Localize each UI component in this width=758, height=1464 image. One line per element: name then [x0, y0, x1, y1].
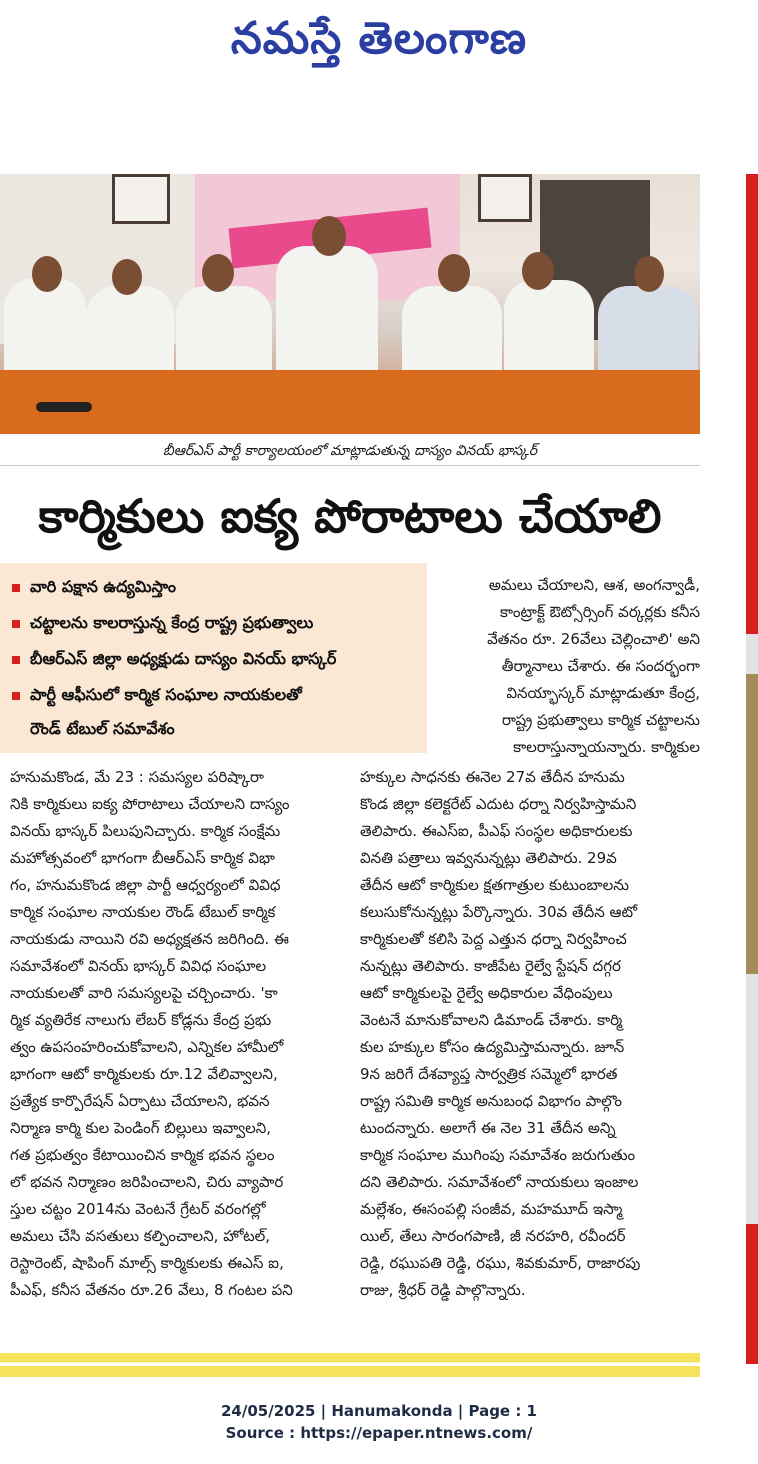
article-line: నికి కార్మికులు ఐక్య పోరాటాలు చేయాలని దాస్యం	[10, 795, 290, 813]
article-line: ప్రత్యేక కార్పొరేషన్ ఏర్పాటు చేయాలని, భవన	[10, 1092, 270, 1110]
article-line: తీర్మానాలు చేశారు. ఈ సందర్భంగా	[501, 657, 700, 675]
masthead	[0, 0, 758, 85]
article-line: యిల్, తేలు సారంగపాణి, జీ నరహరి, రవీందర్	[360, 1227, 626, 1245]
article-line: కలుసుకోనున్నట్లు పేర్కొన్నారు. 30వ తేదీన ఆటో	[360, 903, 638, 921]
bullet-icon	[12, 584, 20, 592]
article-line: టుందన్నారు. అలాగే ఈ నెల 31 తేదీన అన్ని	[360, 1119, 616, 1137]
article-line: కాలరాస్తున్నాయన్నారు. కార్మికుల	[513, 738, 700, 756]
article-line: రాజు, శ్రీధర్ రెడ్డి పాల్గొన్నారు.	[360, 1281, 526, 1299]
article-headline: కార్మికులు ఐక్య పోరాటాలు చేయాలి	[38, 489, 662, 543]
article-line: కాంట్రాక్ట్ ఔట్సోర్సింగ్ వర్కర్లకు కనీస	[500, 603, 700, 621]
article-line: రాష్ట్ర సమితి కార్మిక అనుబంధ విభాగం పాల్గొం	[360, 1092, 623, 1110]
article-line: లో భవన నిర్మాణం జరిపించాలని, చిరు వ్యాపార	[10, 1173, 284, 1191]
footer	[0, 1400, 758, 1444]
table	[0, 370, 700, 434]
highlight-item: బీఆర్ఎస్ జిల్లా అధ్యక్షుడు దాస్యం వినయ్ భాస్కర్	[12, 647, 336, 671]
article-column-left	[10, 764, 342, 1304]
article-line: నాయకుడు నాయిని రవి అధ్యక్షతన జరిగింది. ఈ	[10, 930, 289, 948]
article-line: గత ప్రభుత్వం కేటాయించిన కార్మిక భవన స్థలం	[10, 1146, 275, 1164]
article-line: అమలు చేయాలని, ఆశ, అంగన్వాడీ,	[488, 576, 700, 594]
article-column-right-top	[438, 572, 700, 761]
article-line: వినయ్భాస్కర్ మాట్లాడుతూ కేంద్ర,	[506, 684, 700, 702]
article-line: రాష్ట్ర ప్రభుత్వాలు కార్మిక చట్టాలను	[501, 711, 700, 729]
article-line: వినయ్ భాస్కర్ పిలుపునిచ్చారు. కార్మిక సంక్షేమ	[10, 822, 281, 840]
footer-date-page: 24/05/2025 | Hanumakonda | Page : 1	[220, 1402, 537, 1420]
highlights-box	[0, 563, 427, 753]
article-line: మల్లేశం, ఈసంపల్లి సంజీవ, మహమూద్ ఇస్మా	[360, 1200, 623, 1218]
article-line: స్తుల చట్టం 2014ను వెంటనే గ్రేటర్ వరంగల్లో	[10, 1200, 266, 1218]
article-line: కార్మికులతో కలిసి పెద్ద ఎత్తున ధర్నా నిర్వహించ	[360, 930, 627, 948]
article-line: త్వం ఉపసంహరించుకోవాలని, ఎన్నికల హామీలో	[10, 1038, 284, 1056]
article-column-right	[360, 764, 700, 1304]
bullet-icon	[12, 656, 20, 664]
article-line: నున్నట్లు తెలిపారు. కాజీపేట రైల్వే స్టేషన్ దగ్గర	[360, 957, 621, 975]
adjacent-advertisement	[746, 174, 758, 1364]
article-line: కార్మిక సంఘాల నాయకుల రౌండ్ టేబుల్ కార్మిక	[10, 903, 276, 921]
footer-source: Source : https://epaper.ntnews.com/	[225, 1424, 533, 1442]
news-photo	[0, 174, 700, 434]
microphone	[36, 402, 92, 412]
article-line: హనుమకొండ, మే 23 : సమస్యల పరిష్కారా	[10, 768, 264, 786]
article-line: వెంటనే మానుకోవాలని డిమాండ్ చేశారు. కార్మి	[360, 1011, 623, 1029]
article-line: కార్మిక సంఘాల ముగింపు సమావేశం జరుగుతుం	[360, 1146, 636, 1164]
article-line: కుల హక్కుల కోసం ఉద్యమిస్తామన్నారు. జూన్	[360, 1038, 625, 1056]
article-line: తేదీన ఆటో కార్మికుల క్షతగాత్రుల కుటుంబాలను	[360, 876, 629, 894]
article-line: రెస్టారెంట్, షాపింగ్ మాల్స్ కార్మికులకు ఈఎస్ ఐ,	[10, 1254, 284, 1272]
article-line: వినతి పత్రాలు ఇవ్వనున్నట్లు తెలిపారు. 29వ	[360, 849, 617, 867]
highlight-item-continuation: రౌండ్ టేబుల్ సమావేశం	[30, 719, 175, 738]
article-line: హక్కుల సాధనకు ఈనెల 27వ తేదీన హనుమ	[360, 768, 625, 786]
newspaper-logo: నమస్తే తెలంగాణ	[230, 13, 528, 64]
article-line: ర్మిక వ్యతిరేక నాలుగు లేబర్ కోడ్లను కేంద్ర ప్రభు	[10, 1011, 272, 1029]
article-line: సమావేశంలో వినయ్ భాస్కర్ వివిధ సంఘాల	[10, 957, 267, 975]
highlight-item: పార్టీ ఆఫీసులో కార్మిక సంఘాల నాయకులతో	[12, 683, 302, 707]
article-line: ఆటో కార్మికులపై రైల్వే అధికారుల వేధింపులు	[360, 984, 613, 1002]
wall-portrait	[478, 174, 532, 222]
article-line: రెడ్డి, రఘుపతి రెడ్డి, రఘు, శివకుమార్, రాజారపు	[360, 1254, 641, 1272]
article-line: నాయకులతో వారి సమస్యలపై చర్చించారు. 'కా	[10, 984, 278, 1002]
article-line: భాగంగా ఆటో కార్మికులకు రూ.12 వేలివ్వాలని,	[10, 1065, 278, 1083]
article-line: నిర్మాణ కార్మి కుల పెండింగ్ బిల్లులు ఇవ్వాలని,	[10, 1119, 272, 1137]
article-line: అమలు చేసి వసతులు కల్పించాలని, హోటల్,	[10, 1227, 271, 1245]
bullet-icon	[12, 692, 20, 700]
bullet-icon	[12, 620, 20, 628]
photo-caption: బీఆర్ఎస్ పార్టీ కార్యాలయంలో మాట్లాడుతున్న దాస్యం వినయ్ భాస్కర్	[0, 437, 700, 466]
article-line: మహోత్సవంలో భాగంగా బీఆర్ఎస్ కార్మిక విభా	[10, 849, 275, 867]
wall-portrait	[112, 174, 170, 224]
article-line: గం, హనుమకొండ జిల్లా పార్టీ ఆధ్వర్యంలో వివిధ	[10, 876, 281, 894]
article-line: వేతనం రూ. 26వేలు చెల్లించాలి' అని	[487, 630, 700, 648]
article-line: కొండ జిల్లా కలెక్టరేట్ ఎదుట ధర్నా నిర్వహిస్తామని	[360, 795, 637, 813]
bottom-rule	[0, 1353, 700, 1377]
highlight-item: చట్టాలను కాలరాస్తున్న కేంద్ర రాష్ట్ర ప్రభుత్వాలు	[12, 611, 313, 635]
article-line: దని తెలిపారు. సమావేశంలో నాయకులు ఇంజాల	[360, 1173, 639, 1191]
article-line: తెలిపారు. ఈఎస్ఐ, పీఎఫ్ సంస్థల అధికారులకు	[360, 822, 633, 840]
article-line: పీఎఫ్, కనీస వేతనం రూ.26 వేలు, 8 గంటల పని	[10, 1281, 293, 1299]
article-line: 9న జరిగే దేశవ్యాప్త సార్వత్రిక సమ్మెలో భారత	[360, 1065, 618, 1083]
highlight-item: వారి పక్షాన ఉద్యమిస్తాం	[12, 575, 176, 599]
